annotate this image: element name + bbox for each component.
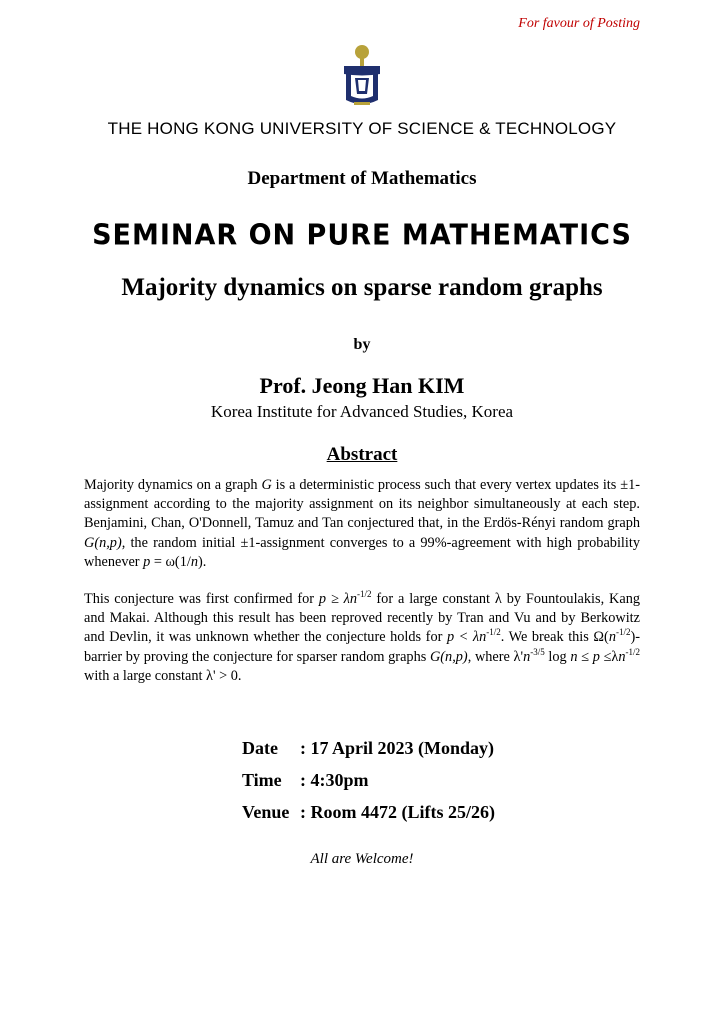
time-value: : 4:30pm (300, 769, 369, 790)
closing-note: All are Welcome! (310, 851, 414, 867)
speaker-name: Prof. Jeong Han KIM (259, 373, 465, 398)
abstract-paragraph-2: This conjecture was first confirmed for $p \ge \lambda n^{-1/2}$ for a large constant λ by Fountoulakis, Kang and Makai. Although this result has been reproved recently by Tran and Vu and by Berkowitz and Devlin, it was unknown whether the conjecture holds for $p < \lambda n^{-1/2}$. We break this $\Omega(n^{-1/2})$-barrier by proving the conjecture for sparser random graphs G(n,p), where $\lambda'n^{-3/5}$ $\log n \le p \le\lambda n^{-1/2}$ with a large constant λ' > 0. (84, 589, 641, 684)
hkust-logo-icon (340, 44, 384, 112)
abstract-paragraph-1: Majority dynamics on a graph G is a deterministic process such that every vertex updates its ±1-assignment according to the majority assignment on its neighbor simultaneously at each step. Benjamini, Chan, O'Donnell, Tamuz and Tan conjectured that, in the Erdös-Rényi random graph G(n,p), the random initial ±1-assignment converges to a 99%-agreement with high probability whenever p = ω(1/n). (84, 477, 640, 570)
time-row (242, 764, 495, 796)
date-row (242, 732, 495, 764)
speaker-affiliation: Korea Institute for Advanced Studies, Korea (210, 402, 514, 421)
university-name: THE HONG KONG UNIVERSITY OF SCIENCE & TECHNOLOGY (107, 119, 617, 138)
posting-note: For favour of Posting (518, 16, 640, 31)
department-name: Department of Mathematics (247, 168, 477, 189)
time-label: Time (242, 769, 282, 790)
venue-row (242, 796, 495, 828)
venue-value: : Room 4472 (Lifts 25/26) (300, 801, 495, 822)
date-label: Date (242, 737, 278, 758)
talk-title: Majority dynamics on sparse random graphs (121, 274, 603, 301)
date-value: : 17 April 2023 (Monday) (300, 737, 495, 758)
event-details (242, 732, 495, 828)
by-label: by (353, 336, 371, 353)
venue-label: Venue (242, 801, 290, 822)
seminar-series-title: SEMINAR ON PURE MATHEMATICS (92, 219, 632, 252)
abstract-heading: Abstract (326, 444, 398, 465)
